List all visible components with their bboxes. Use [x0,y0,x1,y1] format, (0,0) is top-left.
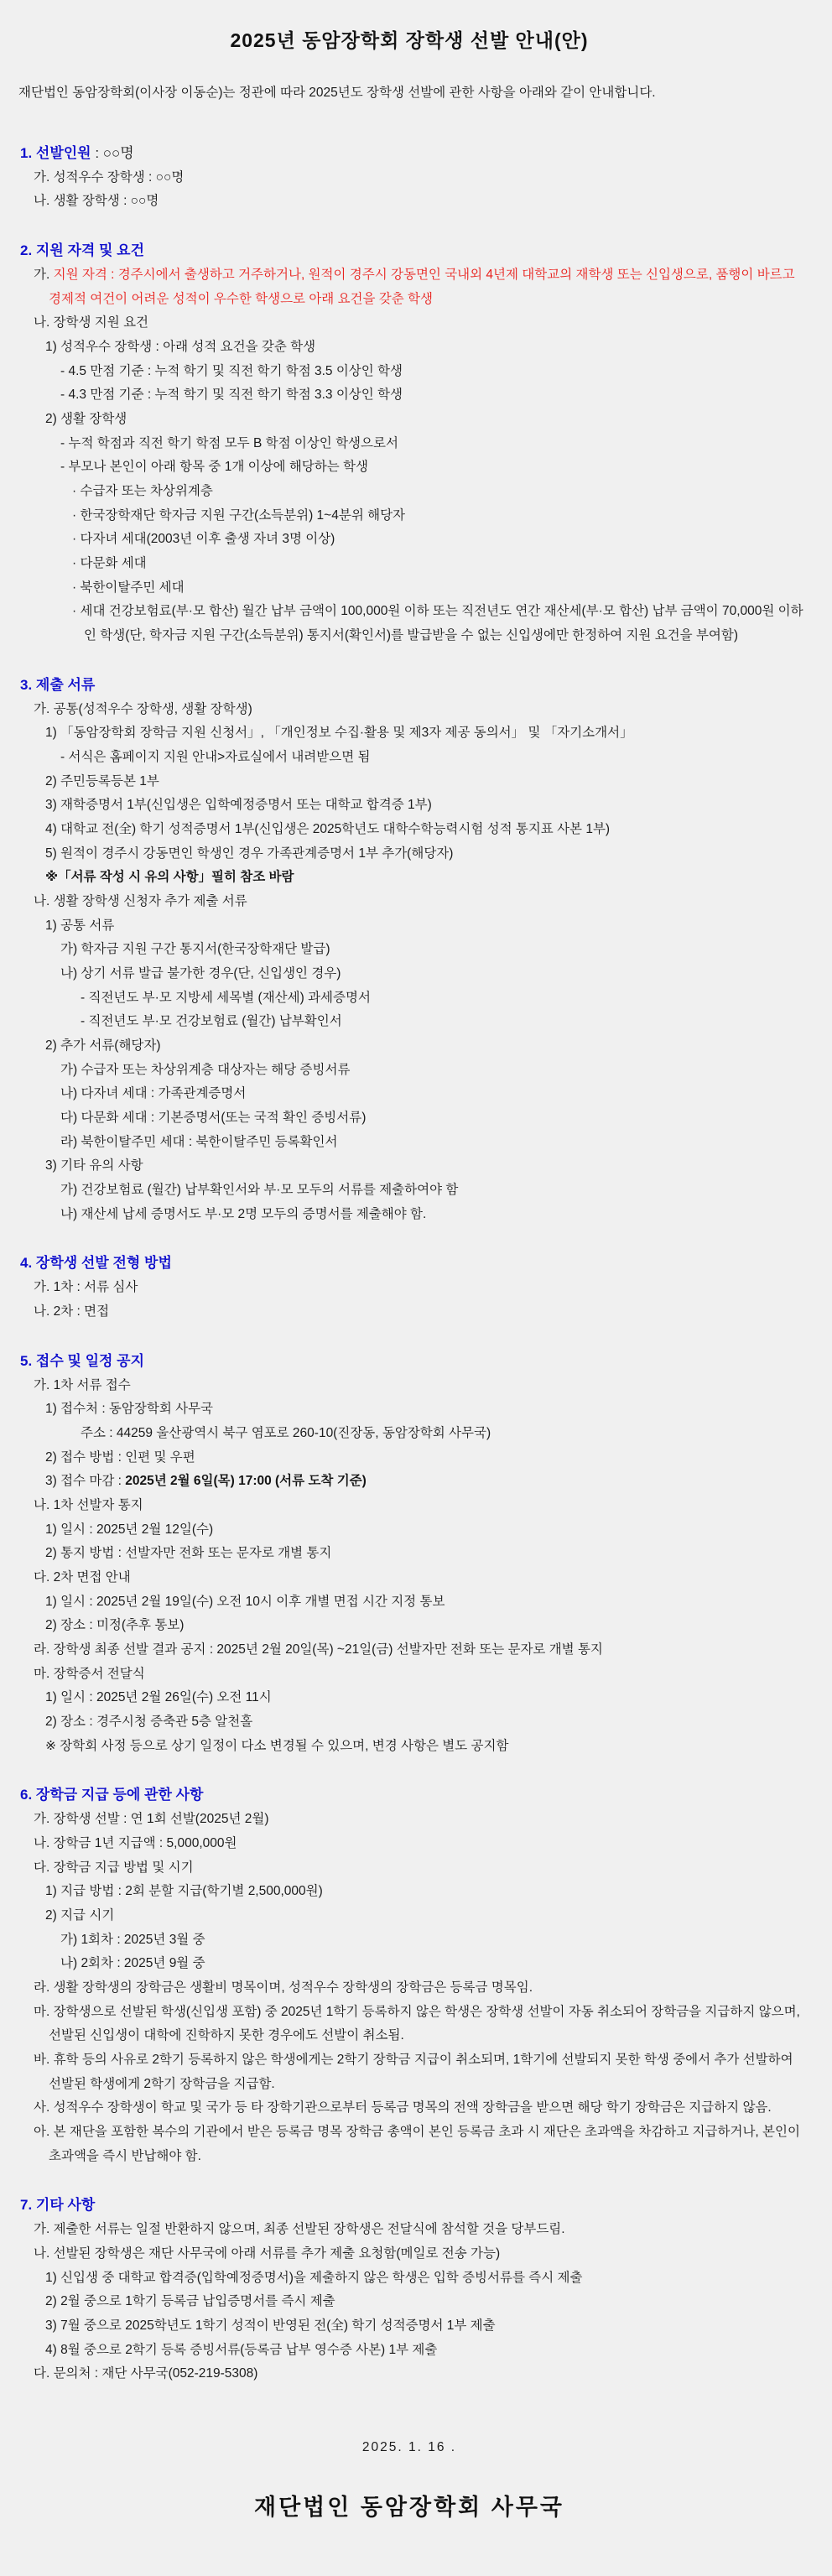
line-text: 주소 : 44259 울산광역시 북구 염포로 260-10(진장동, 동암장학회 사무국) [81,1425,491,1440]
section-heading [10,2194,809,2218]
issuer-name: 재단법인 동암장학회 사무국 [254,2494,564,2520]
doc-line [10,1542,809,1566]
heading-text: 3. 제출 서류 [20,676,96,693]
doc-line [10,818,809,842]
line-text: 마. 장학생으로 선발된 학생(신입생 포함) 중 2025년 1학기 등록하지 않은 학생은 장학생 선발이 자동 취소되어 장학금을 지급하지 않으며, 선발된 신입생이 대학에 진학하지 못한 경우에도 선발이 취소됨. [34,2004,804,2043]
doc-line [10,1397,809,1422]
line-text: 나. 생활 장학생 신청자 추가 제출 서류 [34,894,247,909]
line-text: 3) 기타 유의 사항 [45,1158,143,1174]
heading-text: 1. 선발인원 [20,144,91,161]
doc-line [10,1106,809,1131]
doc-line [10,2362,809,2386]
doc-line [10,1059,809,1083]
heading-text: 2. 지원 자격 및 요건 [20,242,145,259]
doc-line [10,2001,809,2048]
line-text: 가. 성적우수 장학생 : ○○명 [34,169,185,185]
line-text: 나. 선발된 장학생은 재단 사무국에 아래 서류를 추가 제출 요청함(메일로 전송 가능) [34,2246,501,2261]
line-text: 3) 접수 마감 : [45,1474,126,1489]
doc-line [10,336,809,360]
doc-line [10,721,809,746]
line-text: 2) 통지 방법 : 선발자만 전화 또는 문자로 개별 통지 [45,1546,332,1561]
doc-line [10,552,809,576]
line-text: 가) 학자금 지원 구간 통지서(한국장학재단 발급) [60,942,330,957]
line-text: 라) 북한이탈주민 세대 : 북한이탈주민 등록확인서 [60,1134,338,1149]
doc-line [10,1518,809,1543]
heading-text: 4. 장학생 선발 전형 방법 [20,1255,172,1272]
line-text: 나) 2회차 : 2025년 9월 중 [60,1956,205,1971]
line-text: 다. 장학금 지급 방법 및 시기 [34,1860,194,1875]
section-heading [10,1783,809,1808]
doc-line [10,890,809,914]
line-text: 나) 상기 서류 발급 불가한 경우(단, 신입생인 경우) [60,966,341,981]
doc-line [10,1832,809,1856]
doc-line [10,263,809,311]
doc-line [10,746,809,770]
doc-line [10,1422,809,1446]
doc-line [10,1952,809,1976]
doc-line [10,600,809,648]
doc-line [10,1880,809,1904]
doc-line [10,1638,809,1663]
doc-line [10,2121,809,2168]
page-title: 2025년 동암장학회 장학생 선발 안내(안) [230,29,589,51]
heading-text: 7. 기타 사항 [20,2197,96,2214]
line-text: 가) 1회차 : 2025년 3월 중 [60,1932,205,1947]
line-text: 나. 1차 선발자 통지 [34,1497,143,1512]
doc-line [10,1446,809,1470]
line-text: 가. [34,268,54,283]
line-text: - 직전년도 부·모 건강보험료 (월간) 납부확인서 [81,1014,342,1029]
line-text: 2) 장소 : 미정(추후 통보) [45,1618,185,1633]
doc-line [10,1034,809,1059]
line-text: : ○○명 [91,144,134,161]
line-text: 마. 장학증서 전달식 [34,1666,145,1681]
line-text: 지원 자격 : 경주시에서 출생하고 거주하거나, 원적이 경주시 강동면인 국내외 4년제 대학교의 재학생 또는 신입생으로, 품행이 바르고 경제적 여건이 어려운 성적이 우수한 학생으로 아래 요건을 갖춘 학생 [49,268,798,306]
line-text: 라. 생활 장학생의 장학금은 생활비 명목이며, 성적우수 장학생의 장학금은 등록금 명목임. [34,1980,533,1995]
doc-line [10,528,809,552]
section-heading [10,239,809,263]
doc-line [10,576,809,601]
line-text: 사. 성적우수 장학생이 학교 및 국가 등 타 장학기관으로부터 등록금 명목의 전액 장학금을 받으면 해당 학기 장학금은 지급하지 않음. [34,2100,772,2115]
line-text: 2) 장소 : 경주시청 증축관 5층 알천홀 [45,1714,253,1729]
line-text: 가. 장학생 선발 : 연 1회 선발(2025년 2월) [34,1812,269,1827]
doc-line [10,698,809,722]
doc-line [10,360,809,384]
doc-line [10,480,809,504]
line-text: - 부모나 본인이 아래 항목 중 1개 이상에 해당하는 학생 [60,460,368,475]
line-text: 1) 접수처 : 동암장학회 사무국 [45,1402,214,1417]
line-text: 3) 7월 중으로 2025학년도 1학기 성적이 반영된 전(全) 학기 성적증명서 1부 제출 [45,2318,496,2333]
doc-line [10,1928,809,1953]
line-text: · 북한이탈주민 세대 [72,580,185,595]
line-text: 나) 다자녀 세대 : 가족관계증명서 [60,1086,247,1101]
line-text: 2) 생활 장학생 [45,412,127,427]
line-text: 다. 문의처 : 재단 사무국(052-219-5308) [34,2366,258,2381]
doc-line [10,1663,809,1687]
doc-line [10,1735,809,1759]
doc-line [10,166,809,190]
doc-line [10,2290,809,2314]
line-text: 나. 장학생 지원 요건 [34,315,149,330]
line-text: 라. 장학생 최종 선발 결과 공지 : 2025년 2월 20일(목) ~21일(금) 선발자만 전화 또는 문자로 개별 통지 [34,1642,603,1657]
line-text: 나. 장학금 1년 지급액 : 5,000,000원 [34,1835,237,1850]
doc-line [10,383,809,408]
line-text: 2) 지급 시기 [45,1907,115,1923]
doc-line [10,455,809,480]
line-text: 1) 신입생 중 대학교 합격증(입학예정증명서)을 제출하지 않은 학생은 입학 증빙서류를 즉시 제출 [45,2270,583,2285]
doc-line [10,2096,809,2121]
doc-line [10,794,809,818]
doc-line [10,2048,809,2096]
doc-line [10,986,809,1011]
doc-line [10,1470,809,1494]
line-text: 2) 접수 방법 : 인편 및 우편 [45,1449,195,1465]
intro-paragraph: 재단법인 동암장학회(이사장 이동순)는 정관에 따라 2025년도 장학생 선발에 관한 사항을 아래와 같이 안내합니다. [18,86,656,100]
line-text: 나. 2차 : 면접 [34,1304,110,1319]
line-text: · 한국장학재단 학자금 지원 구간(소득분위) 1~4분위 해당자 [72,507,406,523]
line-text: - 서식은 홈페이지 지원 안내>자료실에서 내려받으면 됨 [60,750,371,764]
line-text: 다. 2차 면접 안내 [34,1569,131,1585]
line-text: 3) 재학증명서 1부(신입생은 입학예정증명서 또는 대학교 합격증 1부) [45,798,432,813]
doc-line [10,1856,809,1881]
issue-date: 2025. 1. 16 . [361,2439,457,2454]
line-text: 가. 1차 서류 접수 [34,1377,131,1392]
line-text: 4) 대학교 전(全) 학기 성적증명서 1부(신입생은 2025학년도 대학수학능력시험 성적 통지표 사본 1부) [45,822,611,837]
line-text: 2) 추가 서류(해당자) [45,1038,161,1054]
line-text: 아. 본 재단을 포함한 복수의 기관에서 받은 등록금 명목 장학금 총액이 본인 등록금 초과 시 재단은 초과액을 차감하고 지급하거나, 본인이 초과액을 즉시 반납해야 함. [34,2124,804,2163]
doc-body [10,142,809,2386]
line-text: 가. 제출한 서류는 일절 반환하지 않으며, 최종 선발된 장학생은 전달식에 참석할 것을 당부드림. [34,2222,565,2237]
line-text: 가. 공통(성적우수 장학생, 생활 장학생) [34,701,252,716]
line-text: · 세대 건강보험료(부·모 합산) 월간 납부 금액이 100,000원 이하 또는 직전년도 연간 재산세(부·모 합산) 납부 금액이 70,000원 이하인 학생(단, 학자금 지원 구간(소득분위) 통지서(확인서)를 발급받을 수 없는 신입생에만 한정하여 지원 요건을 부여함) [72,604,803,643]
line-text: · 다자녀 세대(2003년 이후 출생 자녀 3명 이상) [72,532,335,547]
doc-line [10,1494,809,1518]
doc-line [10,842,809,866]
doc-line [10,1082,809,1106]
doc-line [10,2242,809,2266]
doc-line [10,190,809,214]
line-text: - 누적 학점과 직전 학기 학점 모두 B 학점 이상인 학생으로서 [60,435,398,450]
line-text: 1) 지급 방법 : 2회 분할 지급(학기별 2,500,000원) [45,1884,323,1899]
doc-line [10,1566,809,1590]
section-heading [10,142,809,166]
doc-line [10,2314,809,2339]
doc-line [10,311,809,336]
line-text: 나. 생활 장학생 : ○○명 [34,194,159,209]
line-text: 다) 다문화 세대 : 기본증명서(또는 국적 확인 증빙서류) [60,1111,367,1126]
line-text: - 4.3 만점 기준 : 누적 학기 및 직전 학기 학점 3.3 이상인 학생 [60,388,403,403]
line-text: 4) 8월 중으로 2학기 등록 증빙서류(등록금 납부 영수증 사본) 1부 제출 [45,2342,438,2357]
doc-line [10,1590,809,1615]
doc-line [10,914,809,939]
section-heading [10,674,809,698]
section-heading [10,1252,809,1276]
line-text: 1) 공통 서류 [45,918,115,933]
line-text: 바. 휴학 등의 사유로 2학기 등록하지 않은 학생에게는 2학기 장학금 지급이 취소되며, 1학기에 선발되지 못한 학생 중에서 추가 선발하여 선발된 학생에게 2학기 장학금을 지급함. [34,2052,797,2091]
line-text: 가) 수급자 또는 차상위계층 대상자는 해당 증빙서류 [60,1062,351,1077]
doc-line [10,866,809,890]
line-text: 2) 2월 중으로 1학기 등록금 납입증명서를 즉시 제출 [45,2294,335,2309]
doc-line [10,1904,809,1928]
line-text: 2025년 2월 6일(목) 17:00 (서류 도착 기준) [125,1474,367,1489]
line-text: ※ 장학회 사정 등으로 상기 일정이 다소 변경될 수 있으며, 변경 사항은 별도 공지함 [45,1738,509,1753]
doc-line [10,1203,809,1227]
line-text: 1) 일시 : 2025년 2월 26일(수) 오전 11시 [45,1690,272,1705]
line-text: 가) 건강보험료 (월간) 납부확인서와 부·모 모두의 서류를 제출하여야 함 [60,1183,459,1198]
doc-line [10,1300,809,1324]
line-text: ※「서류 작성 시 유의 사항」필히 참조 바람 [45,870,294,885]
doc-line [10,1976,809,2001]
doc-line [10,408,809,432]
doc-line [10,1686,809,1710]
line-text: 1) 성적우수 장학생 : 아래 성적 요건을 갖춘 학생 [45,340,316,355]
doc-line [10,2266,809,2291]
line-text: 1) 일시 : 2025년 2월 19일(수) 오전 10시 이후 개별 면접 시간 지정 통보 [45,1594,445,1609]
line-text: - 직전년도 부·모 지방세 세목별 (재산세) 과세증명서 [81,990,371,1005]
line-text: · 다문화 세대 [72,556,147,571]
line-text: 1) 「동암장학회 장학금 지원 신청서」, 「개인정보 수집·활용 및 제3자 제공 동의서」 및 「자기소개서」 [45,726,633,741]
line-text: - 4.5 만점 기준 : 누적 학기 및 직전 학기 학점 3.5 이상인 학생 [60,363,403,378]
heading-text: 6. 장학금 지급 등에 관한 사항 [20,1787,204,1803]
doc-line [10,938,809,962]
doc-line [10,2339,809,2363]
doc-line [10,2218,809,2242]
doc-line [10,1010,809,1034]
doc-line [10,1808,809,1832]
doc-line [10,1179,809,1203]
line-text: 나) 재산세 납세 증명서도 부·모 2명 모두의 증명서를 제출해야 함. [60,1206,427,1221]
line-text: 2) 주민등록등본 1부 [45,773,159,788]
doc-line [10,962,809,986]
doc-line [10,1614,809,1638]
line-text: 1) 일시 : 2025년 2월 12일(수) [45,1522,214,1537]
line-text: 5) 원적이 경주시 강동면인 학생인 경우 가족관계증명서 1부 추가(해당자) [45,846,454,861]
doc-line [10,1374,809,1398]
line-text: 가. 1차 : 서류 심사 [34,1280,138,1295]
doc-line [10,504,809,528]
doc-line [10,432,809,456]
doc-line [10,1154,809,1179]
doc-line [10,1710,809,1735]
doc-line [10,770,809,794]
heading-text: 5. 접수 및 일정 공지 [20,1352,145,1369]
doc-line [10,1131,809,1155]
section-heading [10,1350,809,1374]
doc-line [10,1276,809,1300]
line-text: · 수급자 또는 차상위계층 [72,484,213,499]
